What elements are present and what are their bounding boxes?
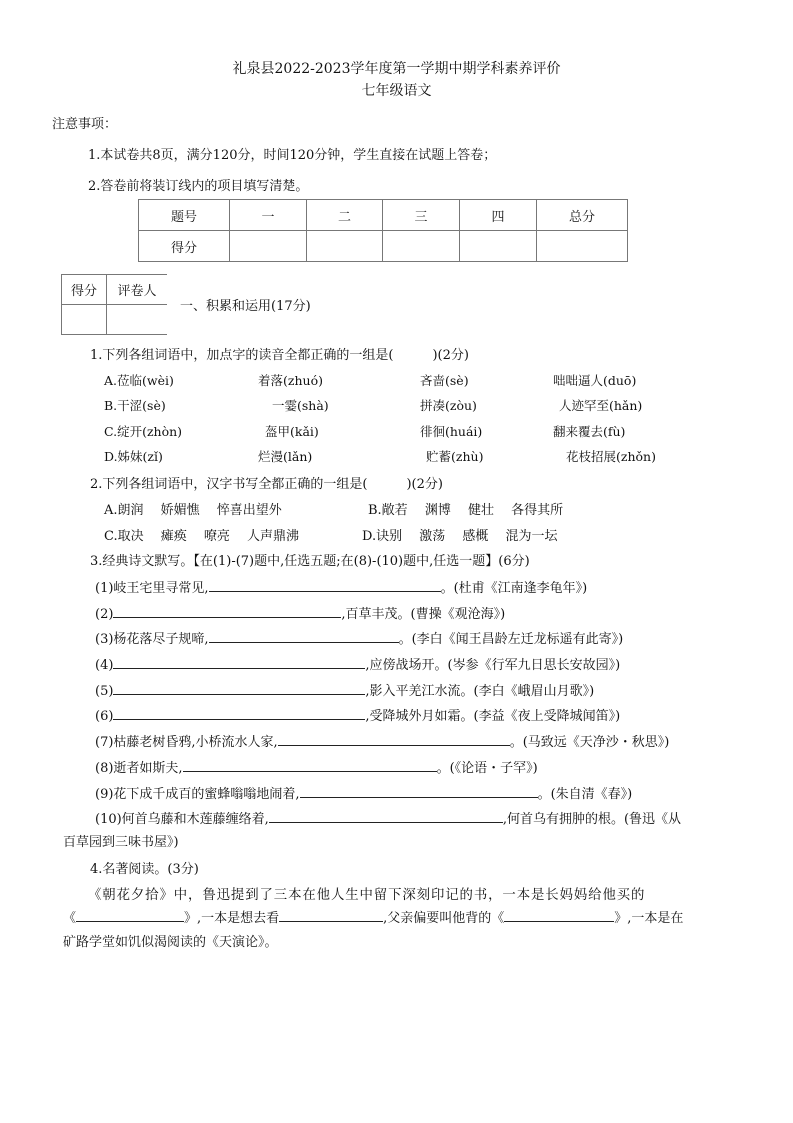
q3-line-text: (6) <box>95 709 114 724</box>
q3-line-text: ,影入平羌江水流。(李白《峨眉山月歌》) <box>365 684 595 699</box>
grader-name-cell[interactable] <box>107 305 168 335</box>
q4-paragraph-3: 矿路学堂如饥似渴阅读的《天演论》。 <box>63 935 278 950</box>
q3-line-text: (9)花下成千成百的蜜蜂嗡嗡地闹着, <box>95 787 300 802</box>
q3-line-text: (3)杨花落尽子规啼, <box>95 632 209 647</box>
score-header-cell: 题号 <box>139 200 230 231</box>
answer-blank[interactable] <box>183 758 437 772</box>
q4-text: 《 <box>63 911 77 926</box>
q1-option: 烂漫(lǎn) <box>258 449 313 464</box>
q3-line-4 <box>95 654 620 673</box>
answer-blank[interactable] <box>209 629 399 643</box>
q3-stem: 3.经典诗文默写。【在(1)-(7)题中,任选五题;在(8)-(10)题中,任选一题】(6分) <box>90 554 530 569</box>
score-input-cell[interactable] <box>307 231 383 262</box>
q3-line-text: 。(《论语・子罕》) <box>436 761 538 776</box>
answer-blank[interactable] <box>113 655 365 669</box>
q1-stem: 1.下列各组词语中，加点字的读音全都正确的一组是( )(2分) <box>90 348 469 363</box>
q3-line-6 <box>95 705 620 724</box>
score-header-cell: 总分 <box>537 200 628 231</box>
q3-line-2 <box>95 603 505 622</box>
q1-option: 吝啬(sè) <box>420 373 469 388</box>
answer-blank[interactable] <box>113 604 341 618</box>
q2-option-a: A.朗润 娇媚憔 悴喜出望外 <box>104 503 282 518</box>
q1-option: 盔甲(kǎi) <box>265 424 319 439</box>
q2-option-d: D.诀别 激荡 感概 混为一坛 <box>362 529 558 544</box>
notice-item-1: 1.本试卷共8页，满分120分，时间120分钟，学生直接在试题上答卷； <box>88 148 497 163</box>
q3-line-text: 。(李白《闻王昌龄左迁龙标遥有此寄》) <box>398 632 624 647</box>
score-header-cell: 一 <box>230 200 307 231</box>
q3-line-10-cont: 百草园到三味书屋》) <box>63 835 179 850</box>
q4-paragraph-2 <box>63 907 683 926</box>
score-table-score-row <box>139 231 628 262</box>
q3-line-text: (2) <box>95 607 114 622</box>
q1-option: 翻来覆去(fù) <box>553 424 626 439</box>
q3-line-text: (4) <box>95 658 114 673</box>
notice-label: 注意事项： <box>52 117 118 132</box>
q3-line-8 <box>95 757 538 776</box>
q3-line-5 <box>95 680 594 699</box>
q3-line-text: (5) <box>95 684 114 699</box>
q3-line-text: ,应傍战场开。(岑参《行军九日思长安故园》) <box>365 658 621 673</box>
exam-title: 礼泉县2022-2023学年度第一学期中期学科素养评价 <box>232 61 561 77</box>
q3-line-9 <box>95 783 632 802</box>
q3-line-10 <box>95 808 681 827</box>
answer-blank[interactable] <box>76 908 184 922</box>
answer-blank[interactable] <box>113 706 365 720</box>
q4-stem: 4.名著阅读。(3分) <box>90 862 199 877</box>
q1-option: A.莅临(wèi) <box>104 373 174 388</box>
score-header-cell: 四 <box>460 200 537 231</box>
q1-option: 人迹罕至(hǎn) <box>559 398 643 413</box>
q4-text: ,父亲偏要叫他背的《 <box>383 911 505 926</box>
notice-item-2: 2.答卷前将装订线内的项目填写清楚。 <box>88 179 309 194</box>
answer-blank[interactable] <box>504 908 614 922</box>
q1-option: 贮蓄(zhù) <box>426 449 484 464</box>
q2-stem: 2.下列各组词语中，汉字书写全都正确的一组是( )(2分) <box>90 477 443 492</box>
q3-line-text: (7)枯藤老树昏鸦,小桥流水人家, <box>95 735 278 750</box>
q3-line-text: (10)何首乌藤和木莲藤缠络着, <box>95 812 269 827</box>
score-row-label: 得分 <box>139 231 230 262</box>
q1-option: D.姊妹(zǐ) <box>104 449 163 464</box>
q3-line-text: 。(杜甫《江南逢李龟年》) <box>440 581 588 596</box>
answer-blank[interactable] <box>209 578 441 592</box>
score-input-cell[interactable] <box>460 231 537 262</box>
score-table <box>138 199 628 262</box>
q1-option: B.干涩(sè) <box>104 398 166 413</box>
answer-blank[interactable] <box>113 681 365 695</box>
grader-score-cell[interactable] <box>62 305 107 335</box>
q3-line-1 <box>95 577 587 596</box>
q3-line-7 <box>95 731 669 750</box>
q1-option: 咄咄逼人(duō) <box>553 373 637 388</box>
answer-blank[interactable] <box>278 732 510 746</box>
score-header-cell: 二 <box>307 200 383 231</box>
q2-option-b: B.敞若 渊博 健壮 各得其所 <box>368 503 564 518</box>
q3-line-text: ,百草丰茂。(曹操《观沧海》) <box>341 607 506 622</box>
q3-line-text: (1)岐王宅里寻常见, <box>95 581 209 596</box>
score-input-cell[interactable] <box>230 231 307 262</box>
grader-score-label: 得分 <box>62 275 107 305</box>
q1-option: C.绽开(zhòn) <box>104 424 183 439</box>
score-input-cell[interactable] <box>537 231 628 262</box>
grader-name-label: 评卷人 <box>107 275 168 305</box>
score-table-header-row <box>139 200 628 231</box>
score-input-cell[interactable] <box>383 231 460 262</box>
q3-line-text: 。(马致远《天净沙・秋思》) <box>509 735 670 750</box>
answer-blank[interactable] <box>279 908 383 922</box>
q1-option: 一霎(shà) <box>272 398 329 413</box>
q1-option: 徘徊(huái) <box>420 424 483 439</box>
q1-option: 着落(zhuó) <box>258 373 323 388</box>
answer-blank[interactable] <box>269 809 503 823</box>
section-1-title: 一、积累和运用(17分) <box>180 299 311 314</box>
q1-option: 花枝招展(zhǒn) <box>566 449 656 464</box>
q4-text: 》,一本是在 <box>614 911 684 926</box>
q4-text: 》,一本是想去看 <box>184 911 280 926</box>
q3-line-text: 。(朱自清《春》) <box>537 787 633 802</box>
q3-line-text: ,受降城外月如霜。(李益《夜上受降城闻笛》) <box>365 709 621 724</box>
grader-box <box>61 274 167 335</box>
exam-subtitle: 七年级语文 <box>361 83 432 99</box>
q2-option-c: C.取决 瘫痪 嘹亮 人声鼎沸 <box>104 529 300 544</box>
q3-line-text: (8)逝者如斯夫, <box>95 761 183 776</box>
score-header-cell: 三 <box>383 200 460 231</box>
q1-option: 拼凑(zòu) <box>420 398 477 413</box>
q4-paragraph-1: 《朝花夕拾》中，鲁迅提到了三本在他人生中留下深刻印记的书，一本是长妈妈给他买的 <box>88 888 646 903</box>
q3-line-3 <box>95 628 623 647</box>
answer-blank[interactable] <box>300 784 538 798</box>
q3-line-text: ,何首乌有拥肿的根。(鲁迅《从 <box>502 812 682 827</box>
